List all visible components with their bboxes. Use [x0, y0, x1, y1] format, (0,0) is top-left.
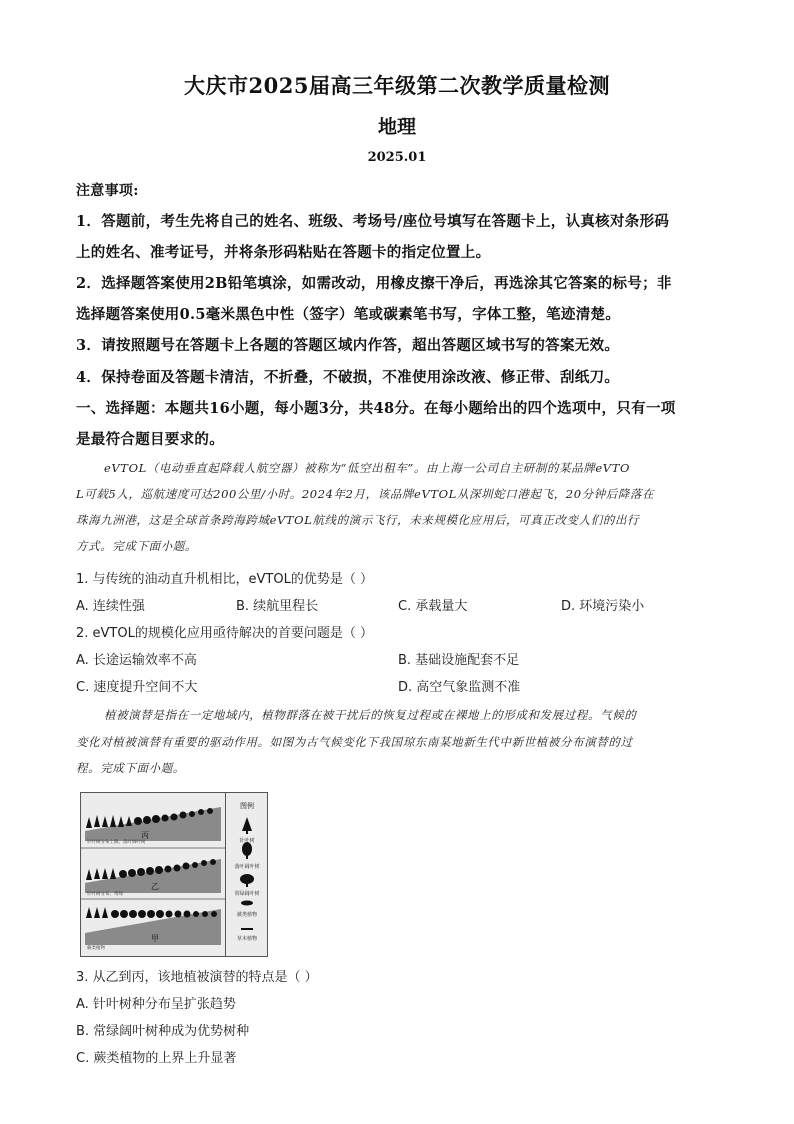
answer-option: C. 蕨类植物的上界上升显著: [76, 1051, 237, 1066]
notice-line: 4．保持卷面及答题卡清洁，不折叠，不破损，不准使用涂改液、修正带、刮纸刀。: [76, 369, 620, 386]
panel-label-bing: 丙: [141, 831, 149, 840]
answer-option: D. 环境污染小: [561, 599, 645, 614]
conifer-icon: [242, 817, 252, 831]
fern-icon: [241, 901, 253, 906]
notice-line: 2．选择题答案使用2B铅笔填涂，如需改动，用橡皮擦干净后，再选涂其它答案的标号；非: [76, 275, 672, 292]
legend-label: 针叶树: [239, 838, 255, 844]
vegetation-succession-figure: [80, 792, 268, 957]
notice-heading: 注意事项:: [76, 183, 139, 199]
notice-line: 1．答题前，考生先将自己的姓名、班级、考场号/座位号填写在答题卡上，认真核对条形码: [76, 213, 670, 230]
passage-line: eVTOL（电动垂直起降载人航空器）被称为“低空出租车”。由上海一公司自主研制的某品牌eVTO: [104, 461, 631, 475]
conifer-trunk-icon: [246, 831, 248, 834]
panel-label-yi: 乙: [151, 882, 159, 891]
herb-icon: [241, 928, 253, 930]
passage-line: 植被演替是指在一定地域内，植物群落在被干扰后的恢复过程或在裸地上的形成和发展过程。气候的: [104, 708, 637, 722]
panel-label-jia: 甲: [151, 934, 159, 943]
legend-label: 草本植物: [236, 936, 257, 942]
panel-caption: 蕨类植物: [87, 946, 105, 951]
notice-line: 上的姓名、准考证号，并将条形码粘贴在答题卡的指定位置上。: [76, 244, 491, 261]
exam-title: 大庆市2025届高三年级第二次教学质量检测: [184, 73, 610, 98]
legend-label: 蕨类植物: [236, 912, 257, 918]
question-stem: 3. 从乙到丙，该地植被演替的特点是（ ）: [76, 970, 318, 985]
notice-line: 选择题答案使用0.5毫米黑色中性（签字）笔或碳素笔书写，字体工整，笔迹清楚。: [76, 306, 621, 323]
answer-option: A. 长途运输效率不高: [76, 653, 197, 668]
answer-option: A. 连续性强: [76, 599, 145, 614]
passage-line: 方式。完成下面小题。: [76, 539, 197, 553]
deciduous-tree-icon: [242, 842, 252, 856]
legend-label: 落叶阔叶树: [234, 864, 260, 870]
succession-diagram: [81, 793, 225, 956]
exam-date: 2025.01: [367, 150, 427, 165]
legend-label: 常绿阔叶树: [234, 891, 260, 897]
passage-line: 程。完成下面小题。: [76, 761, 185, 775]
passage-line: 珠海九洲港，这是全球首条跨海跨城eVTOL航线的演示飞行，未来规模化应用后，可真正改变人们的出行: [76, 513, 640, 527]
section-heading: 是最符合题目要求的。: [76, 431, 224, 448]
answer-option: B. 基础设施配套不足: [398, 653, 520, 668]
answer-option: D. 高空气象监测不准: [398, 680, 521, 695]
notice-line: 3．请按照题号在答题卡上各题的答题区域内作答，超出答题区域书写的答案无效。: [76, 337, 620, 354]
panel-bing: [85, 807, 221, 841]
answer-option: C. 承载量大: [398, 599, 468, 614]
section-heading: 一、选择题：本题共16小题，每小题3分，共48分。在每小题给出的四个选项中，只有一项: [76, 400, 676, 417]
passage-line: 变化对植被演替有重要的驱动作用。如图为古气候变化下我国琼东南某地新生代中新世植被分布演替的过: [76, 735, 633, 749]
legend-symbols: [226, 793, 268, 956]
answer-option: B. 常绿阔叶树种成为优势树种: [76, 1024, 250, 1039]
panel-caption: 针叶树分布上限、落叶阔叶树: [87, 840, 146, 845]
panel-caption: 针叶树分布、常绿: [87, 892, 123, 897]
answer-option: A. 针叶树种分布呈扩张趋势: [76, 997, 236, 1012]
question-stem: 1. 与传统的油动直升机相比，eVTOL的优势是（ ）: [76, 572, 373, 587]
subject-title: 地理: [377, 116, 416, 138]
answer-option: C. 速度提升空间不大: [76, 680, 198, 695]
question-stem: 2. eVTOL的规模化应用亟待解决的首要问题是（ ）: [76, 626, 373, 641]
figure-legend: [225, 793, 268, 956]
evergreen-tree-icon: [240, 874, 254, 884]
passage-line: L可载5人，巡航速度可达200公里/小时。2024年2月，该品牌eVTOL从深圳蛇口港起飞，20分钟后降落在: [76, 487, 655, 501]
legend-title: 图例: [240, 802, 254, 810]
answer-option: B. 续航里程长: [236, 599, 319, 614]
